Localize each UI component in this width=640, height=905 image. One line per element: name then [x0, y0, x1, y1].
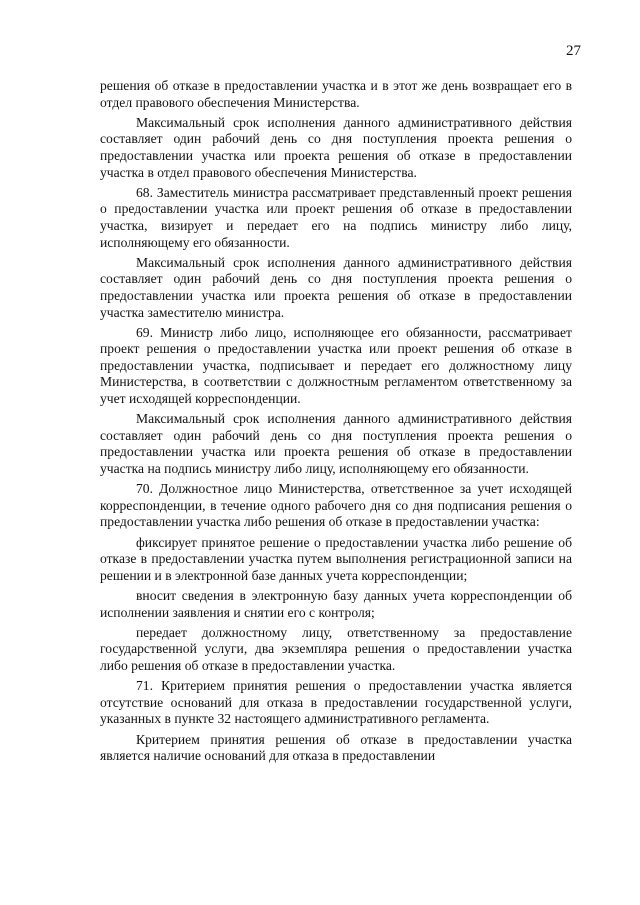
paragraph-item-70-fix: фиксирует принятое решение о предоставлении участка либо решение об отказе в предоставлении участка путем выполнения регистрационной записи на решении и в электронной базе данных учета корреспонденции; — [100, 534, 572, 583]
page-number: 27 — [566, 43, 581, 59]
paragraph-item-69: 69. Министр либо лицо, исполняющее его обязанности, рассматривает проект решения о предоставлении участка или проект решения об отказе в предоставлении участка, подписывает и передает его должностному лицу Министерства, в соответствии с должностным регламентом ответственному за учет исходящей корреспонденции. — [100, 324, 572, 407]
paragraph-item-70: 70. Должностное лицо Министерства, ответственное за учет исходящей корреспонденции, в течение одного рабочего дня со дня подписания решения о предоставлении участка либо решения об отказе в предоставлении участка: — [100, 481, 572, 530]
paragraph-item-68: 68. Заместитель министра рассматривает представленный проект решения о предоставлении участка или проект решения об отказе в предоставлении участка, визирует и передает его на подпись министру либо лицу, исполняющему его обязанности. — [100, 184, 572, 250]
paragraph-continuation: решения об отказе в предоставлении участка и в этот же день возвращает его в отдел правового обеспечения Министерства. — [100, 78, 572, 110]
paragraph-item-70-enter: вносит сведения в электронную базу данных учета корреспонденции об исполнении заявления и снятии его с контроля; — [100, 587, 572, 620]
paragraph-item-70-transfer: передает должностному лицу, ответственному за предоставление государственной услуги, два экземпляра решения о предоставлении участка либо решения об отказе в предоставлении участка. — [100, 624, 572, 673]
paragraph-deadline-2: Максимальный срок исполнения данного административного действия составляет один рабочий день со дня поступления проекта решения о предоставлении участка или проекта решения об отказе в предоставлении участка заместителю министра. — [100, 254, 572, 320]
paragraph-deadline-1: Максимальный срок исполнения данного административного действия составляет один рабочий день со дня поступления проекта решения о предоставлении участка или проекта решения об отказе в предоставлении участка в отдел правового обеспечения Министерства. — [100, 114, 572, 180]
paragraph-deadline-3: Максимальный срок исполнения данного административного действия составляет один рабочий день со дня поступления проекта решения о предоставлении участка или проекта решения об отказе в предоставлении участка на подпись министру либо лицу, исполняющему его обязанности. — [100, 411, 572, 477]
paragraph-criterion-refusal: Критерием принятия решения об отказе в предоставлении участка является наличие оснований для отказа в предоставлении — [100, 731, 572, 764]
paragraph-item-71: 71. Критерием принятия решения о предоставлении участка является отсутствие оснований для отказа в предоставлении государственной услуги, указанных в пункте 32 настоящего административного регламента. — [100, 678, 572, 727]
document-body — [100, 78, 572, 768]
